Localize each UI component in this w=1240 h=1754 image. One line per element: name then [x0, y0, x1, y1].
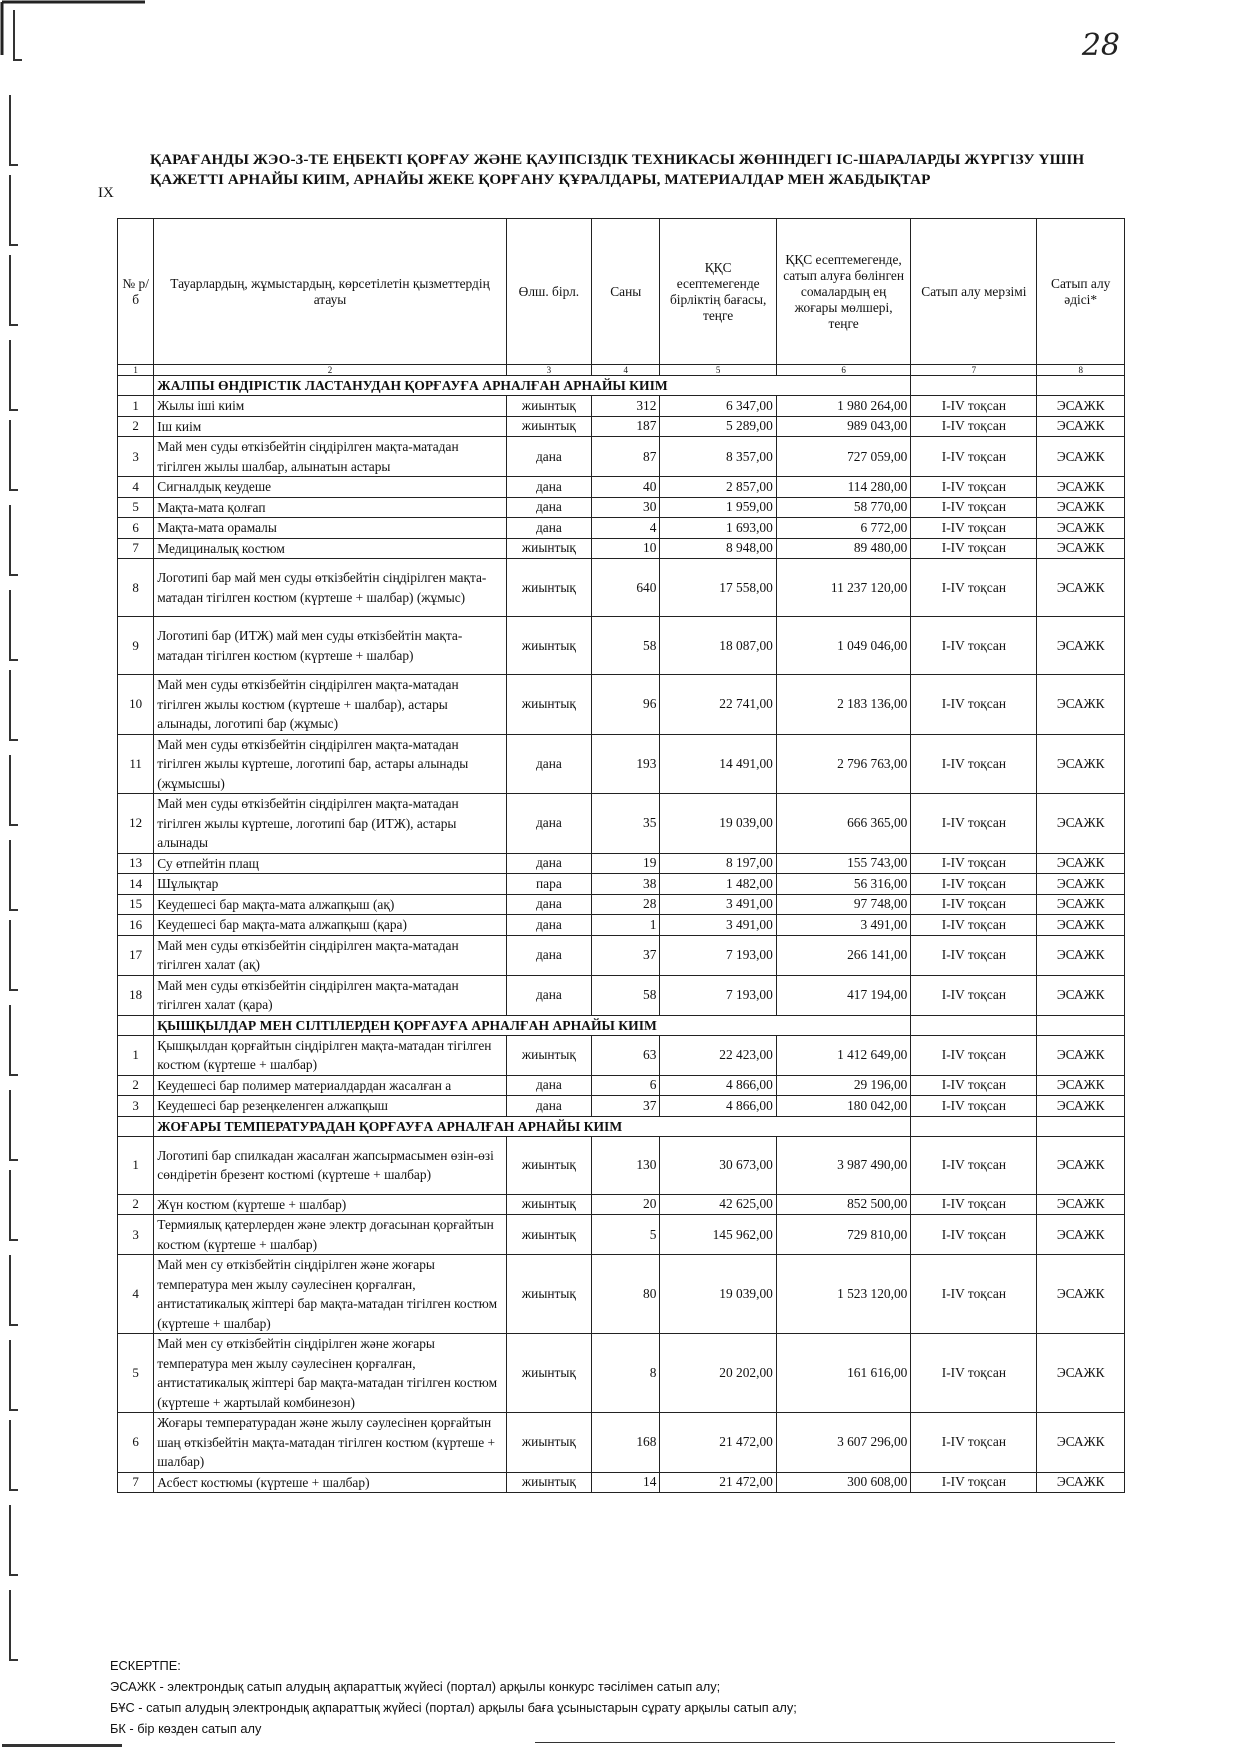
table-row — [118, 894, 1125, 915]
item-period: I-IV тоқсан — [911, 1255, 1037, 1334]
item-total: 852 500,00 — [776, 1194, 911, 1215]
item-unit-price: 14 491,00 — [660, 734, 776, 794]
table-row — [118, 1075, 1125, 1096]
item-unit-price: 145 962,00 — [660, 1215, 776, 1255]
section-spacer-cell — [911, 1015, 1037, 1035]
item-name: Мақта-мата қолғап — [154, 497, 506, 518]
table-row — [118, 734, 1125, 794]
item-unit: пара — [506, 874, 591, 895]
section-spacer-cell — [1037, 1015, 1125, 1035]
item-name: Жылы іші киім — [154, 396, 506, 417]
item-unit-price: 22 423,00 — [660, 1035, 776, 1075]
item-period: I-IV тоқсан — [911, 437, 1037, 477]
note-line: БК - бір көзден сатып алу — [110, 1721, 262, 1736]
row-number: 1 — [118, 396, 154, 417]
row-number: 15 — [118, 894, 154, 915]
item-unit: дана — [506, 1096, 591, 1117]
item-unit: жиынтық — [506, 1334, 591, 1413]
row-number: 3 — [118, 437, 154, 477]
item-total: 1 980 264,00 — [776, 396, 911, 417]
item-unit: жиынтық — [506, 617, 591, 675]
item-unit-price: 17 558,00 — [660, 559, 776, 617]
table-row — [118, 915, 1125, 936]
item-unit-price: 4 866,00 — [660, 1075, 776, 1096]
row-number: 7 — [118, 1472, 154, 1493]
table-row — [118, 396, 1125, 417]
item-unit: дана — [506, 477, 591, 498]
item-quantity: 63 — [592, 1035, 660, 1075]
item-unit-price: 4 866,00 — [660, 1096, 776, 1117]
row-number: 11 — [118, 734, 154, 794]
table-row — [118, 874, 1125, 895]
item-total: 266 141,00 — [776, 935, 911, 975]
item-method: ЭСАЖК — [1037, 975, 1125, 1015]
section-spacer-cell — [118, 1015, 154, 1035]
row-number: 8 — [118, 559, 154, 617]
item-total: 727 059,00 — [776, 437, 911, 477]
page-number: 28 — [1081, 28, 1120, 63]
item-unit: дана — [506, 894, 591, 915]
row-number: 4 — [118, 1255, 154, 1334]
item-unit: жиынтық — [506, 538, 591, 559]
table-row — [118, 1136, 1125, 1194]
column-number-row — [118, 365, 1125, 376]
item-unit: дана — [506, 794, 591, 854]
table-row — [118, 416, 1125, 437]
item-unit: жиынтық — [506, 1472, 591, 1493]
row-number: 2 — [118, 416, 154, 437]
item-unit-price: 19 039,00 — [660, 1255, 776, 1334]
header-qty: Саны — [592, 219, 660, 365]
item-unit: жиынтық — [506, 675, 591, 735]
item-name: Кеудешесі бар мақта-мата алжапқыш (қара) — [154, 915, 506, 936]
item-method: ЭСАЖК — [1037, 396, 1125, 417]
item-unit-price: 42 625,00 — [660, 1194, 776, 1215]
item-name: Май мен суды өткізбейтін сіңдірілген мақта-матадан тігілген жылы күртеше, логотипі бар, астары алынады (жұмысшы) — [154, 734, 506, 794]
item-period: I-IV тоқсан — [911, 975, 1037, 1015]
item-quantity: 37 — [592, 935, 660, 975]
item-total: 2 796 763,00 — [776, 734, 911, 794]
item-method: ЭСАЖК — [1037, 538, 1125, 559]
item-unit: дана — [506, 1075, 591, 1096]
item-unit: дана — [506, 518, 591, 539]
table-row — [118, 1215, 1125, 1255]
item-name: Іш киім — [154, 416, 506, 437]
item-period: I-IV тоқсан — [911, 1334, 1037, 1413]
table-body — [118, 376, 1125, 1493]
table-row — [118, 497, 1125, 518]
table-row — [118, 1096, 1125, 1117]
item-method: ЭСАЖК — [1037, 675, 1125, 735]
item-unit-price: 21 472,00 — [660, 1413, 776, 1473]
item-total: 666 365,00 — [776, 794, 911, 854]
item-total: 300 608,00 — [776, 1472, 911, 1493]
item-quantity: 312 — [592, 396, 660, 417]
item-quantity: 35 — [592, 794, 660, 854]
section-spacer-cell — [118, 1116, 154, 1136]
item-quantity: 87 — [592, 437, 660, 477]
item-quantity: 1 — [592, 915, 660, 936]
item-method: ЭСАЖК — [1037, 794, 1125, 854]
row-number: 2 — [118, 1075, 154, 1096]
binding-strip — [0, 0, 40, 1754]
row-number: 13 — [118, 853, 154, 874]
header-total: ҚҚС есептемегенде, сатып алуға бөлінген сомалардың ең жоғары мөлшері, теңге — [776, 219, 911, 365]
table-row — [118, 559, 1125, 617]
column-number: 1 — [118, 365, 154, 376]
item-total: 155 743,00 — [776, 853, 911, 874]
item-total: 1 523 120,00 — [776, 1255, 911, 1334]
item-period: I-IV тоқсан — [911, 559, 1037, 617]
item-name: Су өтпейтін плащ — [154, 853, 506, 874]
item-quantity: 187 — [592, 416, 660, 437]
row-number: 1 — [118, 1035, 154, 1075]
item-total: 58 770,00 — [776, 497, 911, 518]
item-period: I-IV тоқсан — [911, 1035, 1037, 1075]
item-quantity: 640 — [592, 559, 660, 617]
section-spacer-cell — [911, 1116, 1037, 1136]
row-number: 3 — [118, 1096, 154, 1117]
item-method: ЭСАЖК — [1037, 1413, 1125, 1473]
item-name: Сигналдық кеудеше — [154, 477, 506, 498]
item-method: ЭСАЖК — [1037, 477, 1125, 498]
item-unit: жиынтық — [506, 416, 591, 437]
item-period: I-IV тоқсан — [911, 1136, 1037, 1194]
item-total: 11 237 120,00 — [776, 559, 911, 617]
item-quantity: 10 — [592, 538, 660, 559]
row-number: 5 — [118, 1334, 154, 1413]
item-period: I-IV тоқсан — [911, 477, 1037, 498]
item-method: ЭСАЖК — [1037, 935, 1125, 975]
item-name: Асбест костюмы (күртеше + шалбар) — [154, 1472, 506, 1493]
item-unit-price: 7 193,00 — [660, 935, 776, 975]
item-method: ЭСАЖК — [1037, 853, 1125, 874]
row-number: 14 — [118, 874, 154, 895]
item-quantity: 58 — [592, 617, 660, 675]
item-unit-price: 8 948,00 — [660, 538, 776, 559]
row-number: 7 — [118, 538, 154, 559]
table-row — [118, 1255, 1125, 1334]
header-method: Сатып алу әдісі* — [1037, 219, 1125, 365]
item-unit-price: 8 357,00 — [660, 437, 776, 477]
item-method: ЭСАЖК — [1037, 1035, 1125, 1075]
item-total: 1 049 046,00 — [776, 617, 911, 675]
footer-rule — [535, 1742, 1115, 1743]
item-unit: дана — [506, 975, 591, 1015]
table-row — [118, 1194, 1125, 1215]
header-period: Сатып алу мерзімі — [911, 219, 1037, 365]
item-method: ЭСАЖК — [1037, 437, 1125, 477]
item-quantity: 6 — [592, 1075, 660, 1096]
item-method: ЭСАЖК — [1037, 874, 1125, 895]
item-total: 97 748,00 — [776, 894, 911, 915]
item-name: Қышқылдан қорғайтын сіңдірілген мақта-матадан тігілген костюм (күртеше + шалбар) — [154, 1035, 506, 1075]
row-number: 3 — [118, 1215, 154, 1255]
column-number: 3 — [506, 365, 591, 376]
item-quantity: 30 — [592, 497, 660, 518]
row-number: 17 — [118, 935, 154, 975]
item-total: 2 183 136,00 — [776, 675, 911, 735]
row-number: 16 — [118, 915, 154, 936]
row-number: 6 — [118, 518, 154, 539]
item-unit: дана — [506, 497, 591, 518]
item-method: ЭСАЖК — [1037, 1334, 1125, 1413]
item-period: I-IV тоқсан — [911, 935, 1037, 975]
item-name: Май мен су өткізбейтін сіңдірілген және жоғары температура мен жылу сәулесінен қорғалған, антистатикалық жіптері бар мақта-матадан тігілген костюм (күртеше + жартылай комбинезон) — [154, 1334, 506, 1413]
item-unit: жиынтық — [506, 1413, 591, 1473]
item-quantity: 4 — [592, 518, 660, 539]
item-quantity: 38 — [592, 874, 660, 895]
item-period: I-IV тоқсан — [911, 794, 1037, 854]
item-unit: жиынтық — [506, 1035, 591, 1075]
section-spacer-cell — [911, 376, 1037, 396]
item-unit-price: 1 959,00 — [660, 497, 776, 518]
item-quantity: 193 — [592, 734, 660, 794]
item-name: Май мен суды өткізбейтін сіңдірілген мақта-матадан тігілген жылы костюм (күртеше + шалбар), астары алынады, логотипі бар (жұмыс) — [154, 675, 506, 735]
item-total: 180 042,00 — [776, 1096, 911, 1117]
document-title: ҚАРАҒАНДЫ ЖЭО-3-ТЕ ЕҢБЕКТІ ҚОРҒАУ ЖӘНЕ ҚАУІПСІЗДІК ТЕХНИКАСЫ ЖӨНІНДЕГІ ІС-ШАРАЛАРДЫ ЖҮРГІЗУ ҮШІН ҚАЖЕТТІ АРНАЙЫ КИІМ, АРНАЙЫ ЖЕКЕ ҚОРҒАНУ ҚҰРАЛДАРЫ, МАТЕРИАЛДАР МЕН ЖАБДЫҚТАР — [150, 151, 1085, 188]
item-total: 1 412 649,00 — [776, 1035, 911, 1075]
item-total: 56 316,00 — [776, 874, 911, 895]
item-period: I-IV тоқсан — [911, 1413, 1037, 1473]
item-name: Май мен суды өткізбейтін сіңдірілген мақта-матадан тігілген жылы күртеше, логотипі бар (ИТЖ), астары алынады — [154, 794, 506, 854]
item-period: I-IV тоқсан — [911, 853, 1037, 874]
item-period: I-IV тоқсан — [911, 874, 1037, 895]
item-unit-price: 2 857,00 — [660, 477, 776, 498]
column-number: 6 — [776, 365, 911, 376]
item-quantity: 96 — [592, 675, 660, 735]
item-name: Кеудешесі бар резеңкеленген алжапқыш — [154, 1096, 506, 1117]
item-quantity: 14 — [592, 1472, 660, 1493]
item-unit: дана — [506, 915, 591, 936]
section-spacer-cell — [1037, 1116, 1125, 1136]
item-quantity: 130 — [592, 1136, 660, 1194]
item-period: I-IV тоқсан — [911, 1096, 1037, 1117]
item-name: Кеудешесі бар полимер материалдардан жасалған а — [154, 1075, 506, 1096]
item-quantity: 37 — [592, 1096, 660, 1117]
column-number: 2 — [154, 365, 506, 376]
item-unit-price: 18 087,00 — [660, 617, 776, 675]
item-period: I-IV тоқсан — [911, 416, 1037, 437]
item-period: I-IV тоқсан — [911, 1075, 1037, 1096]
item-total: 989 043,00 — [776, 416, 911, 437]
item-unit: дана — [506, 437, 591, 477]
item-total: 3 987 490,00 — [776, 1136, 911, 1194]
item-quantity: 168 — [592, 1413, 660, 1473]
item-total: 29 196,00 — [776, 1075, 911, 1096]
item-total: 3 491,00 — [776, 915, 911, 936]
row-number: 18 — [118, 975, 154, 1015]
item-name: Термиялық қатерлерден және электр доғасынан қорғайтын костюм (күртеше + шалбар) — [154, 1215, 506, 1255]
item-total: 114 280,00 — [776, 477, 911, 498]
notes-block — [110, 1655, 1160, 1739]
item-method: ЭСАЖК — [1037, 416, 1125, 437]
item-method: ЭСАЖК — [1037, 1194, 1125, 1215]
item-method: ЭСАЖК — [1037, 1136, 1125, 1194]
table-header-row — [118, 219, 1125, 365]
item-name: Май мен суды өткізбейтін сіңдірілген мақта-матадан тігілген халат (қара) — [154, 975, 506, 1015]
procurement-table — [117, 218, 1125, 1493]
table-row — [118, 538, 1125, 559]
item-period: I-IV тоқсан — [911, 617, 1037, 675]
table-row — [118, 518, 1125, 539]
item-name: Шұлықтар — [154, 874, 506, 895]
section-title: ЖОҒАРЫ ТЕМПЕРАТУРАДАН ҚОРҒАУҒА АРНАЛҒАН АРНАЙЫ КИІМ — [154, 1116, 911, 1136]
item-quantity: 5 — [592, 1215, 660, 1255]
item-unit: жиынтық — [506, 1194, 591, 1215]
item-method: ЭСАЖК — [1037, 1096, 1125, 1117]
item-unit: жиынтық — [506, 1136, 591, 1194]
item-unit-price: 30 673,00 — [660, 1136, 776, 1194]
item-name: Логотипі бар спилкадан жасалған жапсырмасымен өзін-өзі сөндіретін брезент костюмі (күртеше + шалбар) — [154, 1136, 506, 1194]
item-period: I-IV тоқсан — [911, 1472, 1037, 1493]
row-number: 1 — [118, 1136, 154, 1194]
table-row — [118, 975, 1125, 1015]
section-spacer-cell — [118, 376, 154, 396]
table-row — [118, 617, 1125, 675]
row-number: 4 — [118, 477, 154, 498]
item-quantity: 58 — [592, 975, 660, 1015]
item-unit: жиынтық — [506, 1255, 591, 1334]
item-quantity: 40 — [592, 477, 660, 498]
item-method: ЭСАЖК — [1037, 734, 1125, 794]
item-period: I-IV тоқсан — [911, 396, 1037, 417]
item-method: ЭСАЖК — [1037, 497, 1125, 518]
item-unit: дана — [506, 935, 591, 975]
note-line: ЭСАЖК - электрондық сатып алудың ақпараттық жүйесі (портал) арқылы конкурс тәсілімен сатып алу; — [110, 1679, 721, 1694]
section-header-row — [118, 1015, 1125, 1035]
item-unit-price: 22 741,00 — [660, 675, 776, 735]
item-period: I-IV тоқсан — [911, 1194, 1037, 1215]
item-period: I-IV тоқсан — [911, 518, 1037, 539]
item-method: ЭСАЖК — [1037, 559, 1125, 617]
item-total: 89 480,00 — [776, 538, 911, 559]
item-total: 6 772,00 — [776, 518, 911, 539]
section-header-row — [118, 376, 1125, 396]
item-method: ЭСАЖК — [1037, 617, 1125, 675]
item-name: Жүн костюм (күртеше + шалбар) — [154, 1194, 506, 1215]
item-total: 3 607 296,00 — [776, 1413, 911, 1473]
item-method: ЭСАЖК — [1037, 1255, 1125, 1334]
table-row — [118, 675, 1125, 735]
item-method: ЭСАЖК — [1037, 518, 1125, 539]
item-name: Жоғары температурадан және жылу сәулесінен қорғайтын шаң өткізбейтін мақта-матадан тігілген костюм (күртеше + шалбар) — [154, 1413, 506, 1473]
item-name: Мақта-мата орамалы — [154, 518, 506, 539]
item-total: 161 616,00 — [776, 1334, 911, 1413]
note-line: БҰС - сатып алудың электрондық ақпараттық жүйесі (портал) арқылы баға ұсыныстарын сұрату арқылы сатып алу; — [110, 1700, 797, 1715]
table-row — [118, 1035, 1125, 1075]
scan-corner-mark — [0, 0, 150, 60]
item-period: I-IV тоқсан — [911, 1215, 1037, 1255]
item-name: Май мен суды өткізбейтін сіңдірілген мақта-матадан тігілген жылы шалбар, алынатын астары — [154, 437, 506, 477]
item-name: Медициналық костюм — [154, 538, 506, 559]
item-quantity: 8 — [592, 1334, 660, 1413]
item-quantity: 19 — [592, 853, 660, 874]
table-row — [118, 935, 1125, 975]
item-method: ЭСАЖК — [1037, 1472, 1125, 1493]
header-unit: Өлш. бірл. — [506, 219, 591, 365]
item-total: 417 194,00 — [776, 975, 911, 1015]
item-name: Май мен су өткізбейтін сіңдірілген және жоғары температура мен жылу сәулесінен қорғалған, антистатикалық жіптері бар мақта-матадан тігілген костюм (күртеше + шалбар) — [154, 1255, 506, 1334]
item-total: 729 810,00 — [776, 1215, 911, 1255]
item-unit-price: 1 693,00 — [660, 518, 776, 539]
row-number: 6 — [118, 1413, 154, 1473]
column-number: 5 — [660, 365, 776, 376]
item-unit-price: 19 039,00 — [660, 794, 776, 854]
table-row — [118, 853, 1125, 874]
item-unit: жиынтық — [506, 396, 591, 417]
item-method: ЭСАЖК — [1037, 1075, 1125, 1096]
column-number: 4 — [592, 365, 660, 376]
item-method: ЭСАЖК — [1037, 894, 1125, 915]
item-period: I-IV тоқсан — [911, 497, 1037, 518]
table-row — [118, 794, 1125, 854]
header-no: № р/б — [118, 219, 154, 365]
notes-heading: ЕСКЕРТПЕ: — [110, 1658, 181, 1673]
item-period: I-IV тоқсан — [911, 734, 1037, 794]
row-number: 5 — [118, 497, 154, 518]
row-number: 2 — [118, 1194, 154, 1215]
item-unit-price: 3 491,00 — [660, 894, 776, 915]
section-header-row — [118, 1116, 1125, 1136]
section-title: ЖАЛПЫ ӨНДІРІСТІК ЛАСТАНУДАН ҚОРҒАУҒА АРНАЛҒАН АРНАЙЫ КИІМ — [154, 376, 911, 396]
table-row — [118, 1413, 1125, 1473]
item-unit: дана — [506, 734, 591, 794]
row-number: 10 — [118, 675, 154, 735]
section-roman-number: IX — [98, 185, 114, 201]
header-name: Тауарлардың, жұмыстардың, көрсетілетін қызметтердің атауы — [154, 219, 506, 365]
column-number: 7 — [911, 365, 1037, 376]
item-quantity: 28 — [592, 894, 660, 915]
item-unit-price: 21 472,00 — [660, 1472, 776, 1493]
row-number: 12 — [118, 794, 154, 854]
item-period: I-IV тоқсан — [911, 894, 1037, 915]
scan-edge-mark — [2, 1744, 122, 1747]
section-spacer-cell — [1037, 376, 1125, 396]
item-unit-price: 3 491,00 — [660, 915, 776, 936]
item-unit-price: 6 347,00 — [660, 396, 776, 417]
item-period: I-IV тоқсан — [911, 915, 1037, 936]
item-name: Кеудешесі бар мақта-мата алжапқыш (ақ) — [154, 894, 506, 915]
item-unit-price: 1 482,00 — [660, 874, 776, 895]
item-quantity: 20 — [592, 1194, 660, 1215]
table-row — [118, 1334, 1125, 1413]
item-unit-price: 20 202,00 — [660, 1334, 776, 1413]
item-unit: жиынтық — [506, 1215, 591, 1255]
item-unit-price: 5 289,00 — [660, 416, 776, 437]
item-unit-price: 8 197,00 — [660, 853, 776, 874]
item-unit-price: 7 193,00 — [660, 975, 776, 1015]
section-title: ҚЫШҚЫЛДАР МЕН СІЛТІЛЕРДЕН ҚОРҒАУҒА АРНАЛҒАН АРНАЙЫ КИІМ — [154, 1015, 911, 1035]
header-price: ҚҚС есептемегенде бірліктің бағасы, теңге — [660, 219, 776, 365]
column-number: 8 — [1037, 365, 1125, 376]
table-row — [118, 477, 1125, 498]
item-period: I-IV тоқсан — [911, 675, 1037, 735]
item-unit: жиынтық — [506, 559, 591, 617]
item-unit: дана — [506, 853, 591, 874]
item-quantity: 80 — [592, 1255, 660, 1334]
item-name: Логотипі бар (ИТЖ) май мен суды өткізбейтін мақта-матадан тігілген костюм (күртеше + шалбар) — [154, 617, 506, 675]
table-row — [118, 1472, 1125, 1493]
row-number: 9 — [118, 617, 154, 675]
table-row — [118, 437, 1125, 477]
item-method: ЭСАЖК — [1037, 1215, 1125, 1255]
item-name: Май мен суды өткізбейтін сіңдірілген мақта-матадан тігілген халат (ақ) — [154, 935, 506, 975]
item-name: Логотипі бар май мен суды өткізбейтін сіңдірілген мақта-матадан тігілген костюм (күртеше + шалбар) (жұмыс) — [154, 559, 506, 617]
item-method: ЭСАЖК — [1037, 915, 1125, 936]
item-period: I-IV тоқсан — [911, 538, 1037, 559]
